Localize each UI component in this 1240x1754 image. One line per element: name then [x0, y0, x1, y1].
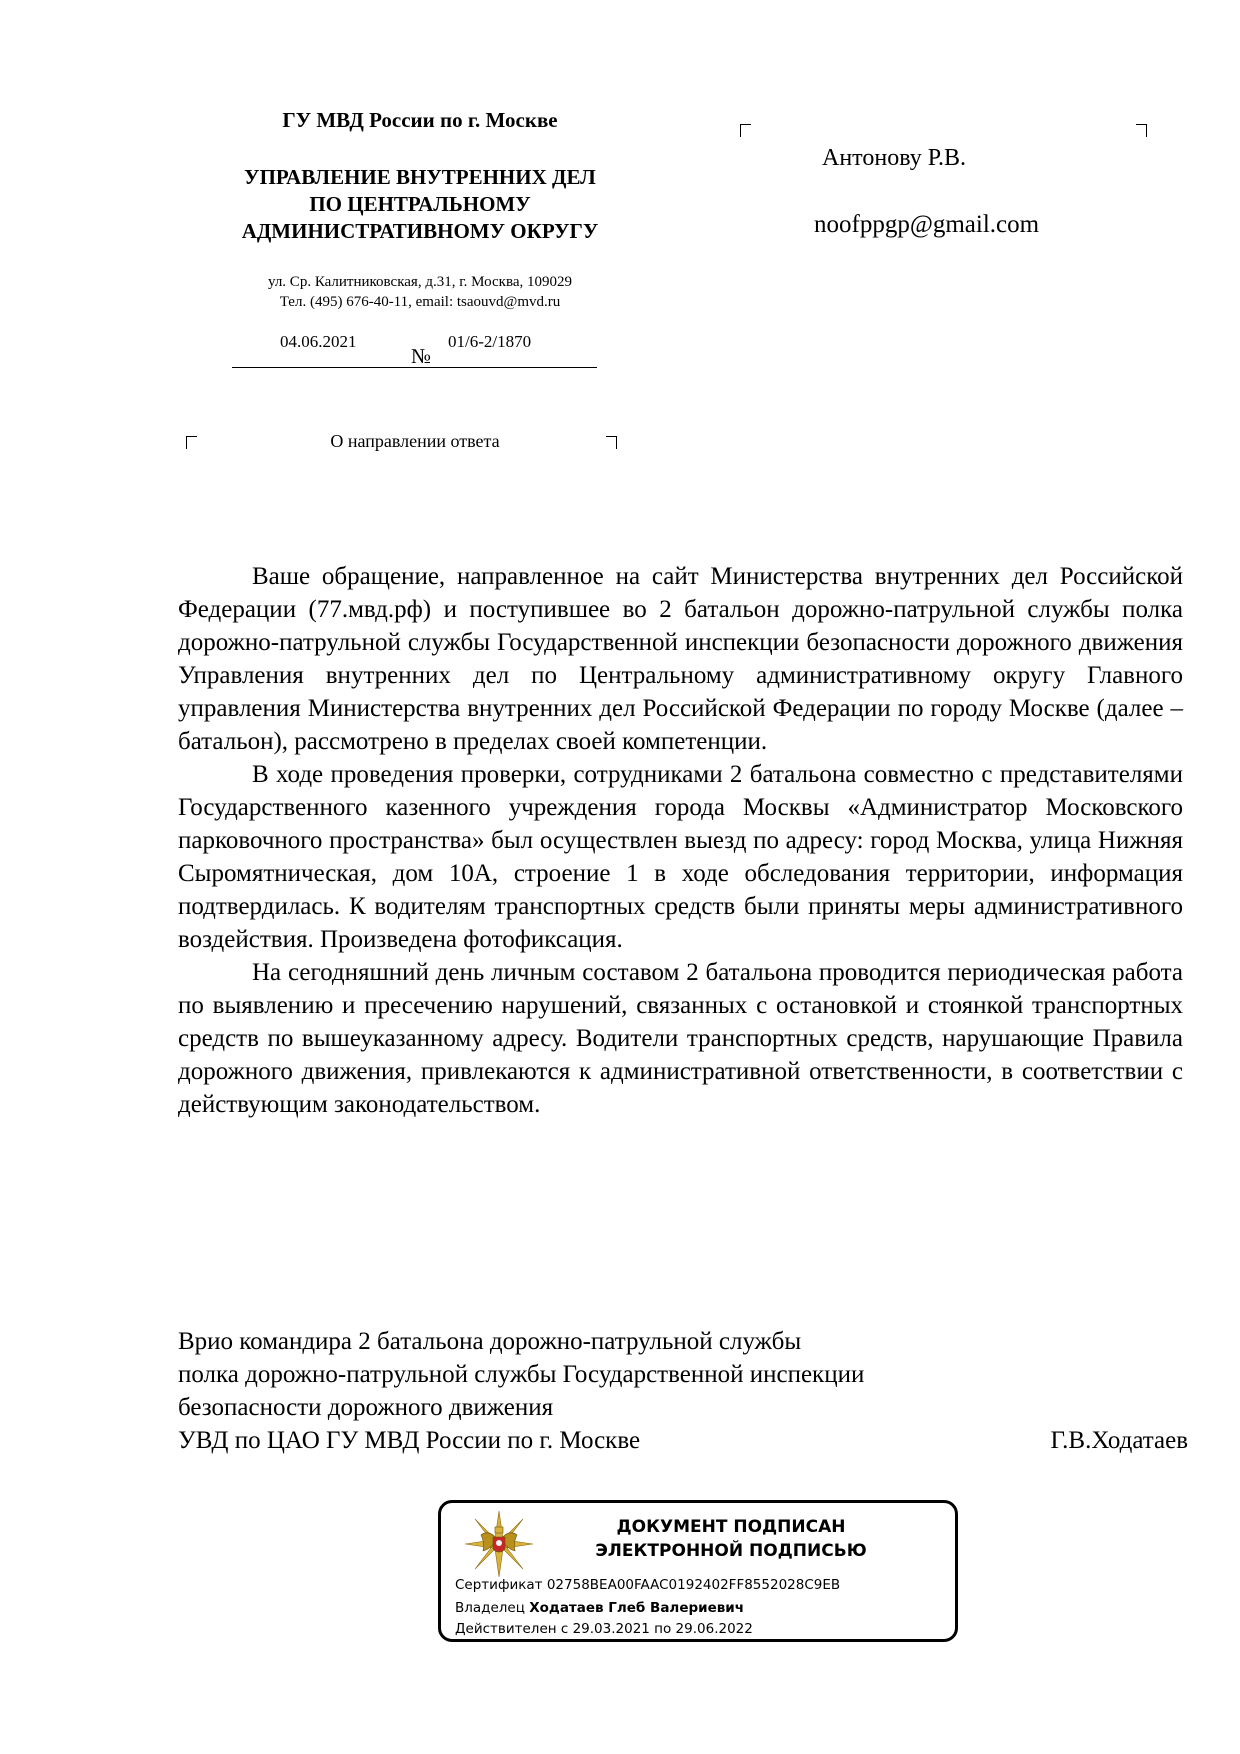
department-phone-email: Тел. (495) 676-40-11, email: tsaouvd@mvd.ru — [279, 294, 561, 310]
body-paragraph: В ходе проведения проверки, сотрудниками 2 батальона совместно с представителями Государственного казенного учреждения города Москвы «Администратор Московского парковочного пространства» был осуществлен выезд по адресу: город Москва, улица Нижняя Сыромятническая, дом 10А, строение 1 в ходе обследования территории, информация подтвердилась. К водителям транспортных средств были приняты меры административного воздействия. Произведена фотофиксация. — [178, 761, 1183, 953]
document-number-label: № — [411, 344, 432, 368]
body-paragraph: На сегодняшний день личным составом 2 батальона проводится периодическая работа по выявлению и пресечению нарушений, связанных с остановкой и стоянкой транспортных средств по вышеуказанному адресу. Водители транспортных средств, нарушающие Правила дорожного движения, привлекаются к административной ответственности, в соответствии с действующим законодательством. — [178, 959, 1183, 1118]
department-name — [180, 164, 660, 245]
subject-corner-left — [186, 436, 197, 449]
mvd-eagle-emblem-icon — [463, 1509, 535, 1579]
department-address: ул. Ср. Калитниковская, д.31, г. Москва, 109029 — [267, 274, 572, 290]
department-line: УПРАВЛЕНИЕ ВНУТРЕННИХ ДЕЛ — [244, 165, 596, 189]
addressee-email: noofppgp@gmail.com — [814, 211, 1040, 238]
signer-last-line — [178, 1424, 1188, 1457]
subject-corner-right — [606, 436, 617, 449]
addressee-name: Антонову Р.В. — [822, 145, 967, 171]
stamp-title-line: ЭЛЕКТРОННОЙ ПОДПИСЬЮ — [595, 1541, 867, 1561]
department-contacts — [180, 272, 660, 312]
signer-position-line: полка дорожно-патрульной службы Государственной инспекции — [178, 1361, 865, 1388]
stamp-title — [551, 1515, 911, 1563]
addressee-corner-left — [740, 124, 751, 137]
letter-body — [178, 560, 1183, 1121]
document-number: 01/6-2/1870 — [448, 332, 532, 351]
body-paragraph: Ваше обращение, направленное на сайт Министерства внутренних дел Российской Федерации (77.мвд.рф) и поступившее во 2 батальон дорожно-патрульной службы полка дорожно-патрульной службы Государственной инспекции безопасности дорожного движения Управления внутренних дел по Центральному административному округу Главного управления Министерства внутренних дел Российской Федерации по городу Москве (далее – батальон), рассмотрено в пределах своей компетенции. — [178, 563, 1183, 755]
document-subject: О направлении ответа — [330, 431, 500, 451]
electronic-signature-stamp — [438, 1500, 958, 1642]
registration-underline — [232, 367, 597, 368]
stamp-title-line: ДОКУМЕНТ ПОДПИСАН — [616, 1517, 846, 1537]
stamp-validity: Действителен с 29.03.2021 по 29.06.2022 — [455, 1621, 753, 1637]
ministry-name: ГУ МВД России по г. Москве — [282, 108, 558, 132]
certificate-number: 02758BEA00FAAC0192402FF8552028C9EB — [546, 1577, 841, 1593]
addressee-corner-right — [1136, 124, 1147, 137]
signature-block — [178, 1325, 1188, 1457]
department-line: АДМИНИСТРАТИВНОМУ ОКРУГУ — [241, 219, 599, 243]
document-date: 04.06.2021 — [280, 332, 357, 351]
owner-name: Ходатаев Глеб Валериевич — [529, 1600, 745, 1616]
department-line: ПО ЦЕНТРАЛЬНОМУ — [309, 192, 531, 216]
signer-name: Г.В.Ходатаев — [1050, 1427, 1188, 1454]
stamp-owner — [455, 1600, 744, 1616]
owner-label: Владелец — [455, 1600, 525, 1616]
signer-position-line: безопасности дорожного движения — [178, 1394, 554, 1421]
signer-position-line: Врио командира 2 батальона дорожно-патрульной службы — [178, 1328, 802, 1355]
stamp-certificate — [455, 1577, 840, 1593]
signer-unit: УВД по ЦАО ГУ МВД России по г. Москве — [178, 1427, 641, 1454]
certificate-label: Сертификат — [455, 1577, 543, 1593]
